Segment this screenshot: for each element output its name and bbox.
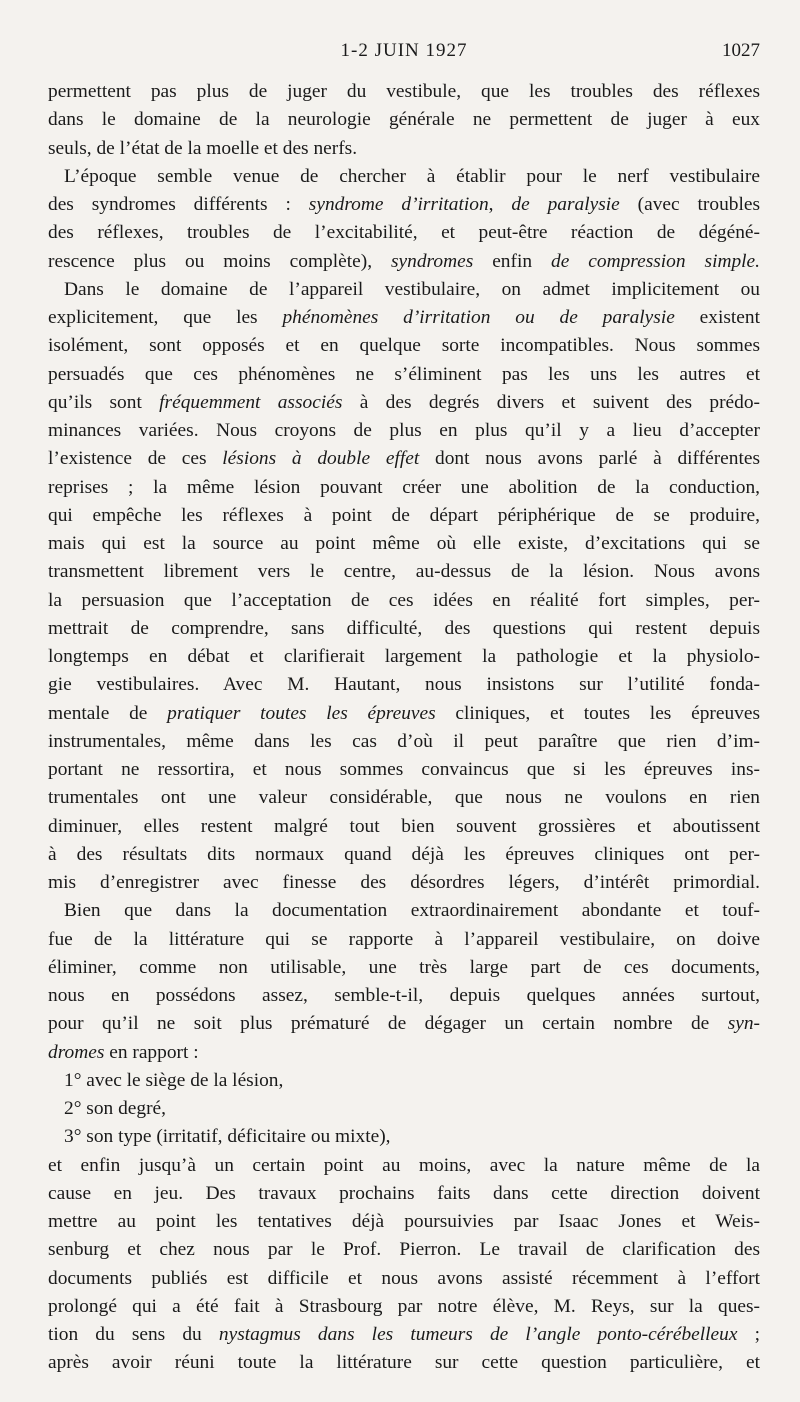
text-line: [48, 474, 760, 502]
text-run: documents publiés est difficile et nous avons assisté récemment à l’effort: [48, 1267, 760, 1289]
text-run: à des degrés divers et suivent des prédo-: [342, 391, 760, 413]
page-number: 1027: [722, 40, 760, 61]
text-line: [48, 1208, 760, 1236]
text-run: Dans le domaine de l’appareil vestibulaire, on admet implicitement ou: [64, 278, 760, 300]
running-header: [48, 40, 760, 70]
text-line: [48, 869, 760, 897]
italic-text: nystagmus dans les tumeurs de l’angle ponto-cérébelleux: [218, 1324, 738, 1345]
text-run: permettent pas plus de juger du vestibule, que les troubles des réflexes: [48, 81, 760, 102]
text-line: [48, 191, 760, 219]
text-run: diminuer, elles restent malgré tout bien souvent grossières et aboutissent: [48, 815, 760, 837]
text-run: mentale de: [48, 702, 168, 724]
text-run: après avoir réuni toute la littérature sur cette question particulière, et: [48, 1352, 760, 1374]
italic-text: dromes: [48, 1041, 105, 1063]
text-line: [48, 530, 760, 558]
text-line: [48, 248, 760, 276]
text-line: [48, 897, 760, 925]
text-run: l’existence de ces: [48, 448, 223, 470]
text-line: [48, 1349, 760, 1377]
text-run: en rapport :: [104, 1041, 199, 1063]
text-run: qu’ils sont: [48, 391, 160, 413]
text-line: [48, 982, 760, 1010]
text-run: senburg et chez nous par le Prof. Pierron. Le travail de clarification des: [48, 1239, 760, 1261]
text-line: [48, 135, 760, 163]
text-line: [48, 1010, 760, 1038]
text-run: mettre au point les tentatives déjà poursuivies par Isaac Jones et Weis-: [48, 1211, 760, 1232]
italic-text: de compression simple.: [551, 250, 760, 272]
text-run: éliminer, comme non utilisable, une très large part de ces documents,: [48, 956, 760, 978]
text-run: et enfin jusqu’à un certain point au moins, avec la nature même de la: [48, 1154, 760, 1176]
text-line: [48, 954, 760, 982]
text-run: des syndromes différents :: [48, 194, 309, 215]
text-run: Bien que dans la documentation extraordinairement abondante et touf-: [64, 900, 760, 922]
text-line: [48, 558, 760, 586]
text-run: instrumentales, même dans les cas d’où il peut paraître que rien d’im-: [48, 730, 760, 752]
italic-text: fréquemment associés: [159, 391, 343, 413]
text-run: isolément, sont opposés et en quelque sorte incompatibles. Nous sommes: [48, 335, 760, 357]
text-run: existent: [674, 307, 760, 328]
text-line: [48, 1152, 760, 1180]
text-line: [48, 671, 760, 699]
italic-text: syndrome d’irritation: [308, 194, 489, 215]
text-line: [48, 1265, 760, 1293]
italic-text: pratiquer toutes les épreuves: [167, 702, 436, 724]
text-run: cause en jeu. Des travaux prochains faits dans cette direction doivent: [48, 1182, 760, 1204]
text-run: prolongé qui a été fait à Strasbourg par notre élève, M. Reys, sur la ques-: [48, 1295, 760, 1317]
text-run: ,: [488, 194, 512, 215]
text-line: [48, 163, 760, 191]
text-run: 1° avec le siège de la lésion,: [64, 1069, 284, 1091]
text-line: [48, 926, 760, 954]
text-run: (avec troubles: [619, 194, 760, 215]
text-line: [48, 445, 760, 473]
text-run: L’époque semble venue de chercher à établir pour le nerf vestibulaire: [64, 165, 760, 187]
text-line: [48, 1321, 760, 1349]
italic-text: de paralysie: [511, 194, 620, 215]
text-run: fue de la littérature qui se rapporte à l’appareil vestibulaire, on doive: [48, 928, 760, 950]
text-line: [48, 643, 760, 671]
text-line: [48, 587, 760, 615]
text-run: longtemps en débat et clarifierait largement la pathologie et la physiolo-: [48, 646, 760, 667]
text-run: nous en possédons assez, semble-t-il, depuis quelques années surtout,: [48, 985, 760, 1006]
text-run: portant ne ressortira, et nous sommes convaincus que si les épreuves ins-: [48, 759, 760, 780]
text-line: [48, 615, 760, 643]
text-line: [48, 1180, 760, 1208]
text-run: à des résultats dits normaux quand déjà les épreuves cliniques ont per-: [48, 843, 760, 865]
text-run: rescence plus ou moins complète),: [48, 250, 392, 272]
text-line: [48, 728, 760, 756]
text-run: des réflexes, troubles de l’excitabilité, et peut-être réaction de dégéné-: [48, 222, 760, 244]
text-line: [48, 304, 760, 332]
text-run: reprises ; la même lésion pouvant créer une abolition de la conduction,: [48, 476, 760, 498]
italic-text: phénomènes d’irritation ou de paralysie: [282, 307, 675, 328]
text-run: persuadés que ces phénomènes ne s’éliminent pas les uns les autres et: [48, 363, 760, 385]
text-run: 2° son degré,: [64, 1098, 166, 1119]
text-run: mis d’enregistrer avec finesse des désordres légers, d’intérêt primordial.: [48, 872, 760, 893]
text-line: [48, 1123, 760, 1151]
text-run: trumentales ont une valeur considérable, que nous ne voulons en rien: [48, 787, 760, 809]
italic-text: syndromes: [391, 250, 474, 272]
text-run: mettrait de comprendre, sans difficulté, des questions qui restent depuis: [48, 617, 760, 639]
text-line: [48, 78, 760, 106]
text-run: seuls, de l’état de la moelle et des nerfs.: [48, 137, 358, 159]
text-line: [48, 813, 760, 841]
text-line: [48, 1039, 760, 1067]
text-run: enfin: [473, 250, 552, 272]
text-run: dont nous avons parlé à différentes: [419, 448, 760, 470]
text-run: 3° son type (irritatif, déficitaire ou mixte),: [64, 1126, 391, 1148]
text-run: transmettent librement vers le centre, au-dessus de la lésion. Nous avons: [48, 561, 760, 583]
text-line: [48, 756, 760, 784]
text-line: [48, 1095, 760, 1123]
text-line: [48, 1236, 760, 1264]
text-line: [48, 389, 760, 417]
text-line: [48, 1067, 760, 1095]
text-line: [48, 106, 760, 134]
italic-text: syn-: [727, 1013, 760, 1035]
text-run: pour qu’il ne soit plus prématuré de dégager un certain nombre de: [48, 1013, 728, 1035]
text-line: [48, 700, 760, 728]
text-line: [48, 361, 760, 389]
text-line: [48, 502, 760, 530]
italic-text: lésions à double effet: [222, 448, 420, 470]
text-run: qui empêche les réflexes à point de départ périphérique de se produire,: [48, 504, 760, 526]
text-run: dans le domaine de la neurologie générale ne permettent de juger à eux: [48, 109, 760, 131]
text-run: tion du sens du: [48, 1324, 219, 1345]
text-line: [48, 841, 760, 869]
text-line: [48, 332, 760, 360]
text-run: mais qui est la source au point même où elle existe, d’excitations qui se: [48, 533, 760, 554]
text-run: la persuasion que l’acceptation de ces idées en réalité fort simples, per-: [48, 589, 760, 611]
text-run: gie vestibulaires. Avec M. Hautant, nous insistons sur l’utilité fonda-: [48, 674, 760, 696]
text-run: minances variées. Nous croyons de plus en plus qu’il y a lieu d’accepter: [48, 420, 760, 441]
body-text: [48, 78, 760, 1378]
text-line: [48, 219, 760, 247]
text-line: [48, 784, 760, 812]
header-date: 1-2 JUIN 1927: [340, 40, 468, 61]
text-run: explicitement, que les: [48, 307, 283, 328]
text-line: [48, 276, 760, 304]
text-line: [48, 417, 760, 445]
text-line: [48, 1293, 760, 1321]
text-run: ;: [737, 1324, 760, 1345]
text-run: cliniques, et toutes les épreuves: [435, 702, 760, 724]
